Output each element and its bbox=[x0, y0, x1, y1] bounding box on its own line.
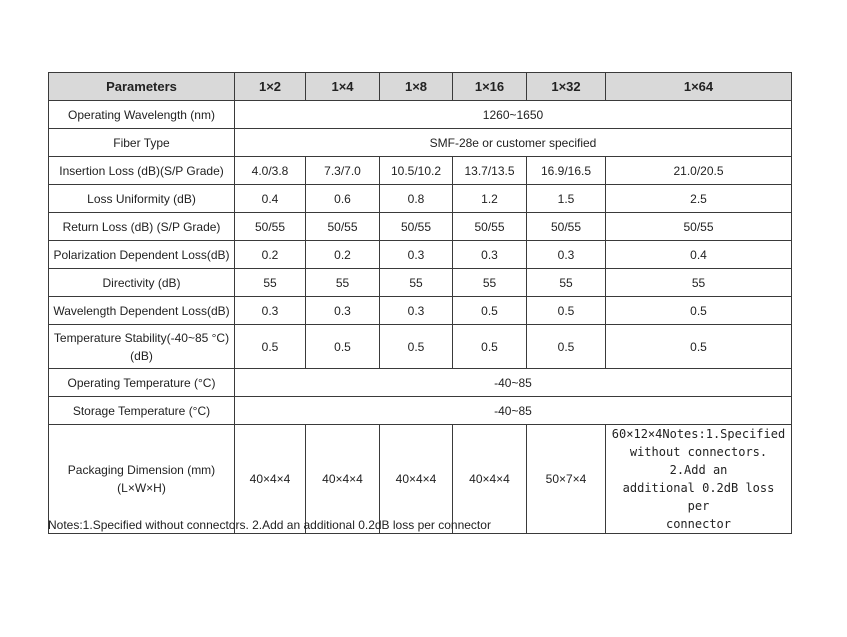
row-operating-temperature bbox=[49, 369, 792, 397]
table-cell: 0.3 bbox=[380, 297, 453, 325]
table-cell: 0.6 bbox=[306, 185, 380, 213]
table-cell: 0.5 bbox=[606, 297, 792, 325]
table-cell: 0.4 bbox=[235, 185, 306, 213]
merged-value: 1260~1650 bbox=[235, 101, 792, 129]
table-cell: 0.3 bbox=[235, 297, 306, 325]
row-wavelength-dependent-loss bbox=[49, 297, 792, 325]
table-cell: 55 bbox=[606, 269, 792, 297]
row-fiber-type bbox=[49, 129, 792, 157]
row-label: Loss Uniformity (dB) bbox=[49, 185, 235, 213]
table-cell: 55 bbox=[453, 269, 527, 297]
row-label: Fiber Type bbox=[49, 129, 235, 157]
header-row bbox=[49, 73, 792, 101]
table-cell: 0.2 bbox=[235, 241, 306, 269]
row-label: Directivity (dB) bbox=[49, 269, 235, 297]
table-cell: 50/55 bbox=[606, 213, 792, 241]
cell-line: without connectors. 2.Add an bbox=[629, 445, 768, 477]
row-label-line: (dB) bbox=[130, 348, 153, 363]
table-cell: 0.5 bbox=[235, 325, 306, 369]
table-cell: 0.3 bbox=[453, 241, 527, 269]
table-cell: 1.5 bbox=[527, 185, 606, 213]
cell-line: additional 0.2dB loss per bbox=[622, 481, 775, 513]
table-cell: 55 bbox=[380, 269, 453, 297]
row-label-line: (L×W×H) bbox=[117, 481, 166, 495]
row-label: Operating Wavelength (nm) bbox=[49, 101, 235, 129]
row-operating-wavelength bbox=[49, 101, 792, 129]
row-directivity bbox=[49, 269, 792, 297]
table-cell: 50/55 bbox=[380, 213, 453, 241]
spec-table bbox=[48, 72, 792, 534]
cell-line: 60×12×4Notes:1.Specified bbox=[611, 427, 786, 441]
footnote: Notes:1.Specified without connectors. 2.Add an additional 0.2dB loss per connector bbox=[48, 518, 491, 532]
header-1x16: 1×16 bbox=[453, 73, 527, 101]
table-cell: 0.5 bbox=[380, 325, 453, 369]
table-cell: 50/55 bbox=[453, 213, 527, 241]
table-cell: 55 bbox=[235, 269, 306, 297]
row-label: Return Loss (dB) (S/P Grade) bbox=[49, 213, 235, 241]
table-cell: 0.5 bbox=[606, 325, 792, 369]
table-cell: 0.5 bbox=[453, 297, 527, 325]
table-cell: 16.9/16.5 bbox=[527, 157, 606, 185]
row-temperature-stability bbox=[49, 325, 792, 369]
table-cell: 0.3 bbox=[527, 241, 606, 269]
row-label: Storage Temperature (°C) bbox=[49, 397, 235, 425]
merged-value: -40~85 bbox=[235, 369, 792, 397]
table-cell: 0.5 bbox=[527, 297, 606, 325]
row-label: Operating Temperature (°C) bbox=[49, 369, 235, 397]
table-cell: 0.3 bbox=[380, 241, 453, 269]
table-cell: 50/55 bbox=[527, 213, 606, 241]
table-cell: 0.4 bbox=[606, 241, 792, 269]
table-cell: 0.2 bbox=[306, 241, 380, 269]
table-cell: 50/55 bbox=[306, 213, 380, 241]
header-1x64: 1×64 bbox=[606, 73, 792, 101]
table-cell: 13.7/13.5 bbox=[453, 157, 527, 185]
header-1x32: 1×32 bbox=[527, 73, 606, 101]
table-cell: 0.5 bbox=[306, 325, 380, 369]
row-return-loss bbox=[49, 213, 792, 241]
table-cell: 40×4×4 bbox=[235, 425, 306, 534]
table-cell-with-notes bbox=[606, 425, 792, 534]
table-cell: 55 bbox=[306, 269, 380, 297]
table-cell: 21.0/20.5 bbox=[606, 157, 792, 185]
table-cell: 4.0/3.8 bbox=[235, 157, 306, 185]
table-cell: 40×4×4 bbox=[453, 425, 527, 534]
table-cell: 1.2 bbox=[453, 185, 527, 213]
table-cell: 7.3/7.0 bbox=[306, 157, 380, 185]
header-1x4: 1×4 bbox=[306, 73, 380, 101]
table-cell: 0.5 bbox=[527, 325, 606, 369]
row-loss-uniformity bbox=[49, 185, 792, 213]
header-1x8: 1×8 bbox=[380, 73, 453, 101]
table-cell: 50/55 bbox=[235, 213, 306, 241]
table-cell: 55 bbox=[527, 269, 606, 297]
header-parameters: Parameters bbox=[49, 73, 235, 101]
cell-line: connector bbox=[665, 517, 732, 531]
merged-value: SMF-28e or customer specified bbox=[235, 129, 792, 157]
row-label: Insertion Loss (dB)(S/P Grade) bbox=[49, 157, 235, 185]
row-label bbox=[49, 325, 235, 369]
table-cell: 2.5 bbox=[606, 185, 792, 213]
table-cell: 40×4×4 bbox=[380, 425, 453, 534]
table-cell: 50×7×4 bbox=[527, 425, 606, 534]
row-label: Polarization Dependent Loss(dB) bbox=[49, 241, 235, 269]
merged-value: -40~85 bbox=[235, 397, 792, 425]
header-1x2: 1×2 bbox=[235, 73, 306, 101]
table-cell: 0.3 bbox=[306, 297, 380, 325]
table-cell: 0.8 bbox=[380, 185, 453, 213]
table-cell: 0.5 bbox=[453, 325, 527, 369]
row-polarization-dependent-loss bbox=[49, 241, 792, 269]
row-label: Wavelength Dependent Loss(dB) bbox=[49, 297, 235, 325]
row-insertion-loss bbox=[49, 157, 792, 185]
row-label-line: Temperature Stability(-40~85 °C) bbox=[53, 330, 230, 345]
table-cell: 40×4×4 bbox=[306, 425, 380, 534]
row-label-line: Packaging Dimension (mm) bbox=[67, 463, 216, 477]
spec-table-container bbox=[48, 72, 791, 534]
row-storage-temperature bbox=[49, 397, 792, 425]
table-cell: 10.5/10.2 bbox=[380, 157, 453, 185]
